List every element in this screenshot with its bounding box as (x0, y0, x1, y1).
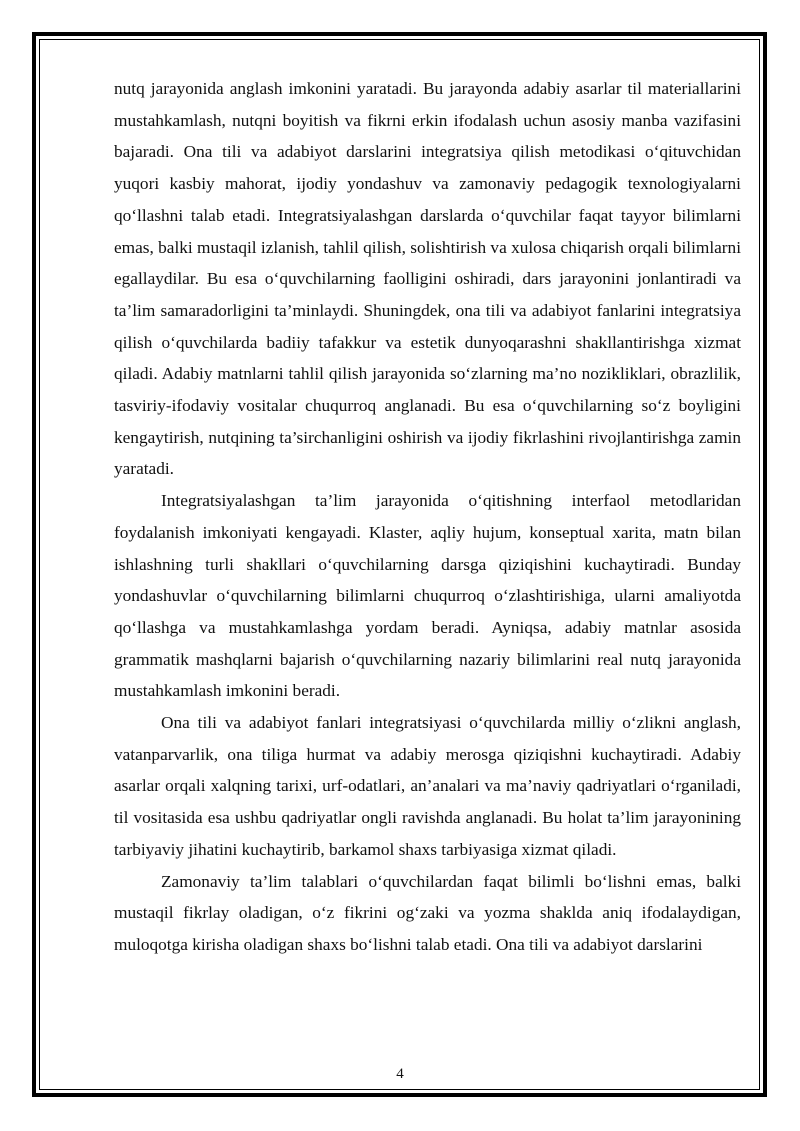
page-number: 4 (396, 1066, 404, 1082)
paragraph-2: Integratsiyalashgan ta’lim jarayonida o‘qitishning interfaol metodlaridan foydalanish imkoniyati kengayadi. Klaster, aqliy hujum, konseptual xarita, matn bilan ishlashning turli shakllari o‘quvchilarning darsga qiziqishini kuchaytiradi. Bunday yondashuvlar o‘quvchilarning bilimlarni chuqurroq o‘zlashtirishiga, ularni amaliyotda qo‘llashga va mustahkamlashga yordam beradi. Ayniqsa, adabiy matnlar asosida grammatik mashqlarni bajarish o‘quvchilarning nazariy bilimlarini real nutq jarayonida mustahkamlash imkonini beradi. (114, 491, 741, 701)
document-body (114, 73, 741, 961)
paragraph-3: Ona tili va adabiyot fanlari integratsiyasi o‘quvchilarda milliy o‘zlikni anglash, vatanparvarlik, ona tiliga hurmat va adabiy merosga qiziqishni kuchaytiradi. Adabiy asarlar orqali xalqning tarixi, urf-odatlari, an’analari va ma’naviy qadriyatlari o‘rganiladi, til vositasida esa ushbu qadriyatlar ongli ravishda anglanadi. Bu holat ta’lim jarayonining tarbiyaviy jihatini kuchaytirib, barkamol shaxs tarbiyasiga xizmat qiladi. (114, 713, 741, 859)
paragraph-1: nutq jarayonida anglash imkonini yaratadi. Bu jarayonda adabiy asarlar til materiallarini mustahkamlash, nutqni boyitish va fikrni erkin ifodalash uchun asosiy manba vazifasini bajaradi. Ona tili va adabiyot darslarini integratsiya qilish metodikasi o‘qituvchidan yuqori kasbiy mahorat, ijodiy yondashuv va zamonaviy pedagogik texnologiyalarni qo‘llashni talab etadi. Integratsiyalashgan darslarda o‘quvchilar faqat tayyor bilimlarni emas, balki mustaqil izlanish, tahlil qilish, solishtirish va xulosa chiqarish orqali bilimlarni egallaydilar. Bu esa o‘quvchilarning faolligini oshiradi, dars jarayonini jonlantiradi va ta’lim samaradorligini ta’minlaydi. Shuningdek, ona tili va adabiyot fanlarini integratsiya qilish o‘quvchilarda badiiy tafakkur va estetik dunyoqarashni shakllantirishga xizmat qiladi. Adabiy matnlarni tahlil qilish jarayonida so‘zlarning ma’no nozikliklari, obrazlilik, tasviriy-ifodaviy vositalar chuqurroq anglanadi. Bu esa o‘quvchilarning so‘z boyligini kengaytirish, nutqining ta’sirchanligini oshirish va ijodiy fikrlashini rivojlantirishga zamin yaratadi. (114, 79, 741, 479)
paragraph-4: Zamonaviy ta’lim talablari o‘quvchilardan faqat bilimli bo‘lishni emas, balki mustaqil fikrlay oladigan, o‘z fikrini og‘zaki va yozma shaklda aniq ifodalaydigan, muloqotga kirisha oladigan shaxs bo‘lishni talab etadi. Ona tili va adabiyot darslarini (114, 871, 741, 954)
